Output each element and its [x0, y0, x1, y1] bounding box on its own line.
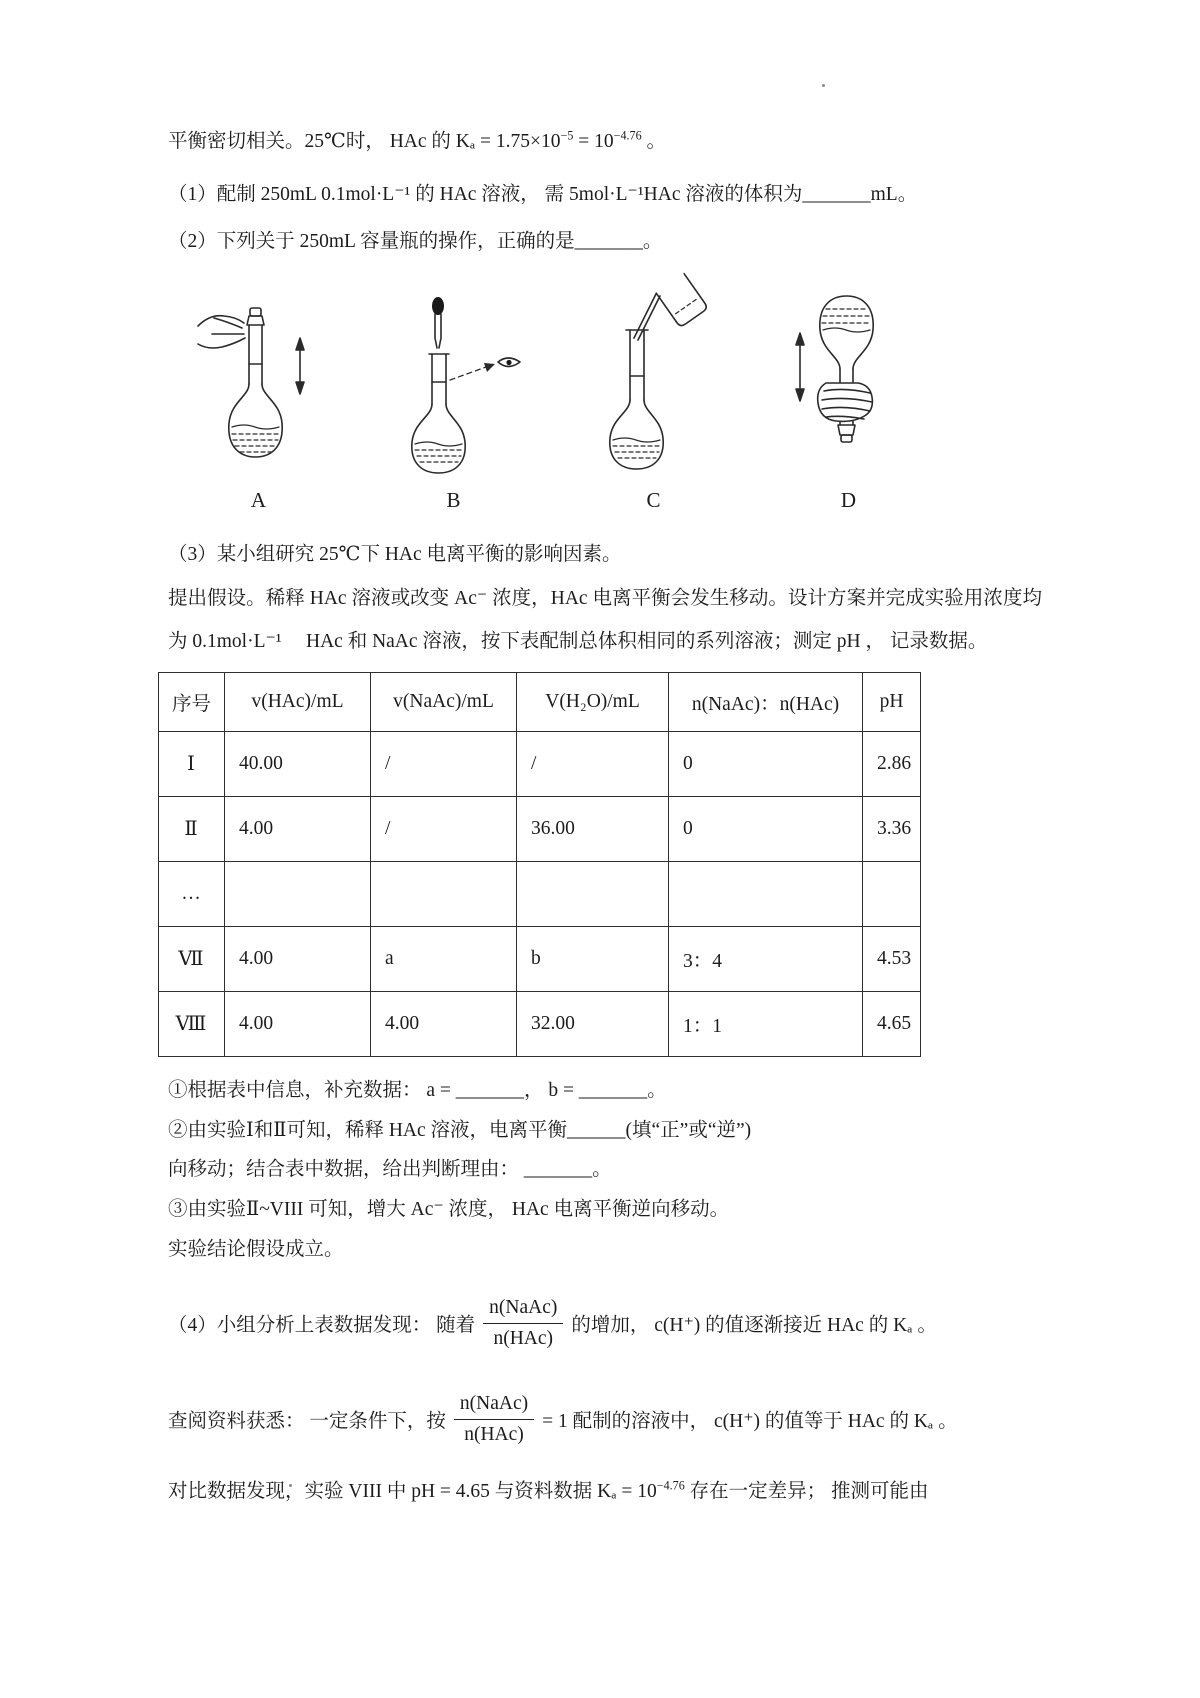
table-cell	[669, 861, 863, 926]
experiment-data-table	[158, 672, 921, 1057]
table-row	[159, 861, 921, 926]
table-cell: 40.00	[225, 731, 371, 796]
table-cell: Ⅱ	[159, 796, 225, 861]
sub-question-1: ①根据表中信息，补充数据： a = _______， b = _______。	[168, 1079, 667, 1101]
table-cell: 4.00	[225, 991, 371, 1056]
q5-text-2: = 1 配制的溶液中， c(H⁺) 的值等于 HAc 的 Kₐ 。	[542, 1411, 958, 1433]
sub-question-2: ②由实验Ⅰ和Ⅱ可知，稀释 HAc 溶液，电离平衡______(填“正”或“逆”)	[168, 1119, 752, 1141]
apparatus-figure	[184, 272, 924, 513]
column-header: v(HAc)/mL	[225, 672, 371, 731]
fraction-denominator: n(HAc)	[493, 1327, 554, 1349]
q6-text-2: 存在一定差异； 推测可能由	[684, 1481, 929, 1503]
column-header: pH	[863, 672, 921, 731]
sub-question-3: ③由实验Ⅱ~VIII 可知，增大 Ac⁻ 浓度， HAc 电离平衡逆向移动。	[168, 1199, 730, 1221]
table-cell: 0	[669, 731, 863, 796]
table-cell: 36.00	[517, 796, 669, 861]
sub-question-2-continued: 向移动；结合表中数据，给出判断理由： _______。	[168, 1159, 612, 1181]
table-row	[159, 731, 921, 796]
table-cell: 2.86	[863, 731, 921, 796]
table-cell: 4.00	[225, 926, 371, 991]
ka-exponent-2: −4.76	[613, 128, 642, 143]
figure-option-c	[574, 272, 734, 513]
question-3-title: （3）某小组研究 25℃下 HAc 电离平衡的影响因素。	[168, 543, 622, 565]
mole-ratio-fraction	[454, 1392, 534, 1447]
table-cell: /	[517, 731, 669, 796]
figure-label-d: D	[840, 487, 858, 512]
table-cell: Ⅰ	[159, 731, 225, 796]
table-cell: 4.00	[371, 991, 517, 1056]
column-header: v(NaAc)/mL	[371, 672, 517, 731]
ka-text-3: 。	[641, 131, 666, 152]
figure-option-d	[774, 279, 924, 513]
flask-transfer-diagram	[574, 272, 734, 484]
hypothesis-paragraph: 提出假设。稀释 HAc 溶液或改变 Ac⁻ 浓度，HAc 电离平衡会发生移动。设计方案并完成实验用浓度均为 0.1mol·L⁻¹ HAc 和 NaAc 溶液，按下表配制总体积相同的系列溶液；测定 pH ， 记录数据。	[168, 587, 1042, 652]
column-header: V(H₂O)/mL	[517, 672, 669, 731]
question-2: （2）下列关于 250mL 容量瓶的操作，正确的是_______。	[168, 231, 663, 253]
question-1: （1）配制 250mL 0.1mol·L⁻¹ 的 HAc 溶液， 需 5mol·L⁻¹HAc 溶液的体积为_______mL。	[168, 184, 918, 206]
table-cell	[371, 861, 517, 926]
table-cell: /	[371, 731, 517, 796]
figure-option-a	[184, 292, 334, 513]
reference-info-line	[168, 1376, 1042, 1462]
fraction-numerator: n(NaAc)	[483, 1296, 563, 1324]
ka-statement	[168, 126, 1042, 157]
question-4-line	[168, 1280, 1042, 1366]
table-cell: Ⅷ	[159, 991, 225, 1056]
table-cell: 4.65	[863, 991, 921, 1056]
flask-shake-diagram	[184, 292, 334, 484]
flask-eye-level-diagram	[374, 292, 534, 484]
flask-invert-diagram	[774, 279, 924, 484]
column-header: n(NaAc)：n(HAc)	[669, 672, 863, 731]
table-cell: 3：4	[669, 926, 863, 991]
table-row	[159, 991, 921, 1056]
figure-label-a: A	[250, 487, 268, 512]
table-cell: 3.36	[863, 796, 921, 861]
table-cell: Ⅶ	[159, 926, 225, 991]
ka-exponent-1: −5	[560, 128, 574, 143]
page-content	[168, 126, 1042, 1538]
figure-label-b: B	[446, 487, 462, 512]
table-cell: …	[159, 861, 225, 926]
q5-text: 查阅资料获悉： 一定条件下，按	[168, 1411, 446, 1433]
table-cell: 32.00	[517, 991, 669, 1056]
table-cell	[863, 861, 921, 926]
table-cell: 1：1	[669, 991, 863, 1056]
table-cell: a	[371, 926, 517, 991]
q4-text: （4）小组分析上表数据发现： 随着	[168, 1315, 476, 1337]
ka-text-2: = 10	[573, 131, 614, 152]
table-cell	[225, 861, 371, 926]
table-cell: 4.53	[863, 926, 921, 991]
table-header-row	[159, 672, 921, 731]
column-header: 序号	[159, 672, 225, 731]
mole-ratio-fraction	[483, 1296, 563, 1351]
table-row	[159, 796, 921, 861]
figure-option-b	[374, 292, 534, 513]
table-cell	[517, 861, 669, 926]
ka-text: 平衡密切相关。25℃时， HAc 的 Kₐ = 1.75×10	[168, 131, 561, 152]
q4-text-2: 的增加， c(H⁺) 的值逐渐接近 HAc 的 Kₐ 。	[571, 1315, 937, 1337]
stray-dot	[822, 84, 825, 87]
fraction-numerator: n(NaAc)	[454, 1392, 534, 1420]
table-cell: 0	[669, 796, 863, 861]
figure-label-c: C	[646, 487, 662, 512]
table-cell: 4.00	[225, 796, 371, 861]
table-cell: /	[371, 796, 517, 861]
q6-exponent: −4.76	[656, 1478, 685, 1493]
table-row	[159, 926, 921, 991]
q6-text: 对比数据发现，实验 VIII 中 pH = 4.65 与资料数据 Kₐ = 10	[168, 1481, 657, 1503]
conclusion-line: 实验结论假设成立。	[168, 1239, 344, 1261]
fraction-denominator: n(HAc)	[464, 1423, 524, 1445]
table-cell: b	[517, 926, 669, 991]
comparison-line	[168, 1476, 1042, 1524]
